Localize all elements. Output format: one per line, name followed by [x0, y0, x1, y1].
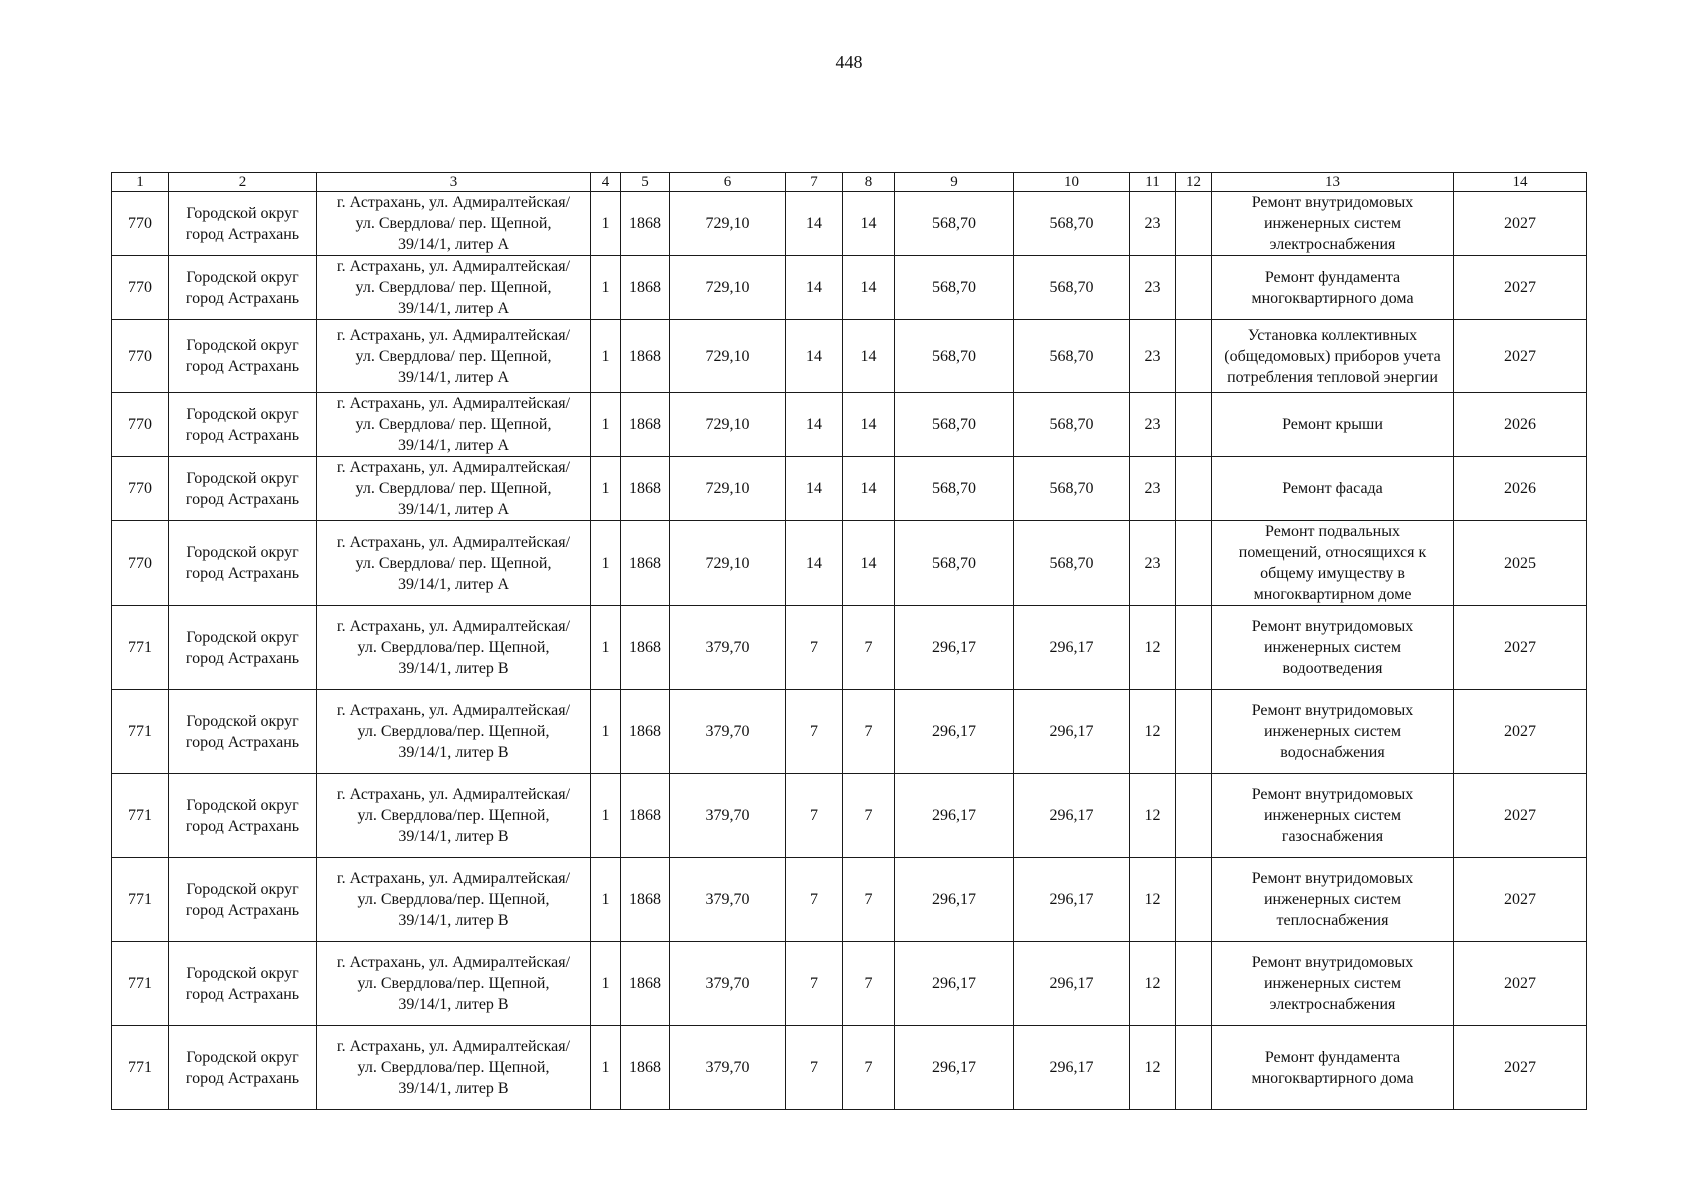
column-9-value: 296,17	[895, 858, 1014, 942]
column-4-value: 1	[591, 774, 621, 858]
column-4-value: 1	[591, 393, 621, 457]
address: г. Астрахань, ул. Адмиралтейская/ ул. Свердлова/пер. Щепной, 39/14/1, литер В	[317, 690, 591, 774]
planned-year: 2027	[1454, 858, 1587, 942]
column-number-12: 12	[1176, 173, 1212, 192]
column-10-value: 296,17	[1014, 942, 1130, 1026]
column-7-value: 7	[786, 858, 843, 942]
page-number: 448	[835, 52, 863, 72]
column-12-value	[1176, 690, 1212, 774]
column-number-9: 9	[895, 173, 1014, 192]
column-12-value	[1176, 606, 1212, 690]
municipality: Городской округ город Астрахань	[169, 521, 317, 606]
column-12-value	[1176, 393, 1212, 457]
total-area: 379,70	[670, 606, 786, 690]
total-area: 379,70	[670, 1026, 786, 1110]
municipality: Городской округ город Астрахань	[169, 606, 317, 690]
address: г. Астрахань, ул. Адмиралтейская/ ул. Свердлова/пер. Щепной, 39/14/1, литер В	[317, 1026, 591, 1110]
column-7-value: 14	[786, 521, 843, 606]
address: г. Астрахань, ул. Адмиралтейская/ ул. Свердлова/ пер. Щепной, 39/14/1, литер А	[317, 521, 591, 606]
work-type: Ремонт подвальных помещений, относящихся к общему имуществу в многоквартирном доме	[1212, 521, 1454, 606]
column-number-8: 8	[843, 173, 895, 192]
column-11-value: 12	[1130, 690, 1176, 774]
planned-year: 2027	[1454, 1026, 1587, 1110]
planned-year: 2027	[1454, 256, 1587, 320]
column-10-value: 296,17	[1014, 1026, 1130, 1110]
column-7-value: 7	[786, 606, 843, 690]
column-7-value: 14	[786, 192, 843, 256]
municipality: Городской округ город Астрахань	[169, 690, 317, 774]
table-body	[112, 192, 1587, 1110]
work-type: Ремонт внутридомовых инженерных систем водоснабжения	[1212, 690, 1454, 774]
table-row	[112, 606, 1587, 690]
column-11-value: 12	[1130, 942, 1176, 1026]
column-11-value: 23	[1130, 521, 1176, 606]
column-12-value	[1176, 858, 1212, 942]
year-built: 1868	[621, 320, 670, 393]
row-number: 771	[112, 942, 169, 1026]
table-row	[112, 521, 1587, 606]
column-11-value: 23	[1130, 320, 1176, 393]
column-4-value: 1	[591, 858, 621, 942]
total-area: 379,70	[670, 942, 786, 1026]
column-10-value: 568,70	[1014, 457, 1130, 521]
municipality: Городской округ город Астрахань	[169, 256, 317, 320]
column-9-value: 568,70	[895, 457, 1014, 521]
column-9-value: 568,70	[895, 256, 1014, 320]
column-number-10: 10	[1014, 173, 1130, 192]
row-number: 771	[112, 1026, 169, 1110]
column-4-value: 1	[591, 256, 621, 320]
municipality: Городской округ город Астрахань	[169, 457, 317, 521]
table-row	[112, 858, 1587, 942]
municipality: Городской округ город Астрахань	[169, 942, 317, 1026]
column-8-value: 14	[843, 256, 895, 320]
planned-year: 2027	[1454, 942, 1587, 1026]
total-area: 729,10	[670, 192, 786, 256]
planned-year: 2027	[1454, 690, 1587, 774]
column-9-value: 296,17	[895, 1026, 1014, 1110]
address: г. Астрахань, ул. Адмиралтейская/ ул. Свердлова/пер. Щепной, 39/14/1, литер В	[317, 606, 591, 690]
total-area: 379,70	[670, 858, 786, 942]
year-built: 1868	[621, 1026, 670, 1110]
column-11-value: 12	[1130, 606, 1176, 690]
planned-year: 2026	[1454, 393, 1587, 457]
row-number: 770	[112, 256, 169, 320]
planned-year: 2027	[1454, 606, 1587, 690]
column-8-value: 7	[843, 774, 895, 858]
work-type: Установка коллективных (общедомовых) приборов учета потребления тепловой энергии	[1212, 320, 1454, 393]
column-number-13: 13	[1212, 173, 1454, 192]
row-number: 770	[112, 393, 169, 457]
column-7-value: 7	[786, 774, 843, 858]
total-area: 729,10	[670, 393, 786, 457]
column-number-7: 7	[786, 173, 843, 192]
municipality: Городской округ город Астрахань	[169, 858, 317, 942]
municipality: Городской округ город Астрахань	[169, 1026, 317, 1110]
column-11-value: 12	[1130, 858, 1176, 942]
total-area: 729,10	[670, 521, 786, 606]
address: г. Астрахань, ул. Адмиралтейская/ ул. Свердлова/ пер. Щепной, 39/14/1, литер А	[317, 192, 591, 256]
column-10-value: 568,70	[1014, 521, 1130, 606]
column-11-value: 23	[1130, 393, 1176, 457]
row-number: 770	[112, 320, 169, 393]
table-row	[112, 393, 1587, 457]
municipality: Городской округ город Астрахань	[169, 774, 317, 858]
year-built: 1868	[621, 457, 670, 521]
table-row	[112, 457, 1587, 521]
column-9-value: 296,17	[895, 606, 1014, 690]
total-area: 379,70	[670, 690, 786, 774]
column-number-4: 4	[591, 173, 621, 192]
row-number: 770	[112, 521, 169, 606]
column-9-value: 568,70	[895, 192, 1014, 256]
row-number: 770	[112, 457, 169, 521]
column-4-value: 1	[591, 942, 621, 1026]
row-number: 771	[112, 690, 169, 774]
column-number-1: 1	[112, 173, 169, 192]
table-row	[112, 256, 1587, 320]
column-8-value: 14	[843, 521, 895, 606]
column-number-11: 11	[1130, 173, 1176, 192]
column-11-value: 12	[1130, 774, 1176, 858]
municipality: Городской округ город Астрахань	[169, 320, 317, 393]
column-12-value	[1176, 942, 1212, 1026]
column-9-value: 296,17	[895, 774, 1014, 858]
column-number-5: 5	[621, 173, 670, 192]
total-area: 379,70	[670, 774, 786, 858]
table-row	[112, 774, 1587, 858]
column-12-value	[1176, 457, 1212, 521]
column-10-value: 296,17	[1014, 858, 1130, 942]
column-8-value: 14	[843, 192, 895, 256]
column-8-value: 14	[843, 393, 895, 457]
table-row	[112, 942, 1587, 1026]
work-type: Ремонт фундамента многоквартирного дома	[1212, 256, 1454, 320]
column-12-value	[1176, 256, 1212, 320]
total-area: 729,10	[670, 320, 786, 393]
housing-repair-table	[111, 172, 1587, 1110]
work-type: Ремонт внутридомовых инженерных систем газоснабжения	[1212, 774, 1454, 858]
column-number-row	[112, 173, 1587, 192]
year-built: 1868	[621, 393, 670, 457]
column-9-value: 568,70	[895, 521, 1014, 606]
column-number-6: 6	[670, 173, 786, 192]
column-10-value: 568,70	[1014, 256, 1130, 320]
column-12-value	[1176, 192, 1212, 256]
municipality: Городской округ город Астрахань	[169, 192, 317, 256]
column-11-value: 23	[1130, 192, 1176, 256]
year-built: 1868	[621, 858, 670, 942]
planned-year: 2027	[1454, 192, 1587, 256]
column-9-value: 296,17	[895, 690, 1014, 774]
table-row	[112, 690, 1587, 774]
year-built: 1868	[621, 690, 670, 774]
municipality: Городской округ город Астрахань	[169, 393, 317, 457]
table-row	[112, 320, 1587, 393]
work-type: Ремонт внутридомовых инженерных систем теплоснабжения	[1212, 858, 1454, 942]
row-number: 771	[112, 606, 169, 690]
work-type: Ремонт внутридомовых инженерных систем электроснабжения	[1212, 942, 1454, 1026]
column-7-value: 14	[786, 320, 843, 393]
total-area: 729,10	[670, 256, 786, 320]
column-10-value: 568,70	[1014, 393, 1130, 457]
column-8-value: 7	[843, 690, 895, 774]
column-8-value: 7	[843, 1026, 895, 1110]
column-12-value	[1176, 1026, 1212, 1110]
year-built: 1868	[621, 256, 670, 320]
table-row	[112, 1026, 1587, 1110]
column-7-value: 14	[786, 457, 843, 521]
column-4-value: 1	[591, 606, 621, 690]
year-built: 1868	[621, 774, 670, 858]
column-10-value: 296,17	[1014, 606, 1130, 690]
row-number: 771	[112, 858, 169, 942]
column-9-value: 568,70	[895, 320, 1014, 393]
work-type: Ремонт внутридомовых инженерных систем электроснабжения	[1212, 192, 1454, 256]
work-type: Ремонт внутридомовых инженерных систем водоотведения	[1212, 606, 1454, 690]
column-number-14: 14	[1454, 173, 1587, 192]
column-7-value: 7	[786, 1026, 843, 1110]
work-type: Ремонт фасада	[1212, 457, 1454, 521]
column-7-value: 7	[786, 690, 843, 774]
address: г. Астрахань, ул. Адмиралтейская/ ул. Свердлова/ пер. Щепной, 39/14/1, литер А	[317, 256, 591, 320]
column-12-value	[1176, 521, 1212, 606]
column-4-value: 1	[591, 457, 621, 521]
column-8-value: 7	[843, 606, 895, 690]
year-built: 1868	[621, 606, 670, 690]
column-11-value: 12	[1130, 1026, 1176, 1110]
column-7-value: 14	[786, 393, 843, 457]
column-8-value: 14	[843, 457, 895, 521]
column-8-value: 7	[843, 858, 895, 942]
table-header	[112, 173, 1587, 192]
planned-year: 2026	[1454, 457, 1587, 521]
total-area: 729,10	[670, 457, 786, 521]
column-8-value: 7	[843, 942, 895, 1026]
year-built: 1868	[621, 942, 670, 1026]
column-10-value: 296,17	[1014, 774, 1130, 858]
column-7-value: 14	[786, 256, 843, 320]
row-number: 770	[112, 192, 169, 256]
table-row	[112, 192, 1587, 256]
column-number-3: 3	[317, 173, 591, 192]
column-7-value: 7	[786, 942, 843, 1026]
column-12-value	[1176, 320, 1212, 393]
column-9-value: 296,17	[895, 942, 1014, 1026]
address: г. Астрахань, ул. Адмиралтейская/ ул. Свердлова/пер. Щепной, 39/14/1, литер В	[317, 774, 591, 858]
column-number-2: 2	[169, 173, 317, 192]
column-4-value: 1	[591, 192, 621, 256]
column-8-value: 14	[843, 320, 895, 393]
planned-year: 2025	[1454, 521, 1587, 606]
work-type: Ремонт фундамента многоквартирного дома	[1212, 1026, 1454, 1110]
address: г. Астрахань, ул. Адмиралтейская/ ул. Свердлова/пер. Щепной, 39/14/1, литер В	[317, 858, 591, 942]
column-4-value: 1	[591, 521, 621, 606]
work-type: Ремонт крыши	[1212, 393, 1454, 457]
address: г. Астрахань, ул. Адмиралтейская/ ул. Свердлова/пер. Щепной, 39/14/1, литер В	[317, 942, 591, 1026]
address: г. Астрахань, ул. Адмиралтейская/ ул. Свердлова/ пер. Щепной, 39/14/1, литер А	[317, 320, 591, 393]
year-built: 1868	[621, 521, 670, 606]
column-4-value: 1	[591, 1026, 621, 1110]
column-12-value	[1176, 774, 1212, 858]
column-10-value: 296,17	[1014, 690, 1130, 774]
planned-year: 2027	[1454, 320, 1587, 393]
column-11-value: 23	[1130, 256, 1176, 320]
row-number: 771	[112, 774, 169, 858]
column-4-value: 1	[591, 690, 621, 774]
column-4-value: 1	[591, 320, 621, 393]
column-9-value: 568,70	[895, 393, 1014, 457]
column-10-value: 568,70	[1014, 192, 1130, 256]
year-built: 1868	[621, 192, 670, 256]
address: г. Астрахань, ул. Адмиралтейская/ ул. Свердлова/ пер. Щепной, 39/14/1, литер А	[317, 457, 591, 521]
address: г. Астрахань, ул. Адмиралтейская/ ул. Свердлова/ пер. Щепной, 39/14/1, литер А	[317, 393, 591, 457]
column-11-value: 23	[1130, 457, 1176, 521]
planned-year: 2027	[1454, 774, 1587, 858]
column-10-value: 568,70	[1014, 320, 1130, 393]
